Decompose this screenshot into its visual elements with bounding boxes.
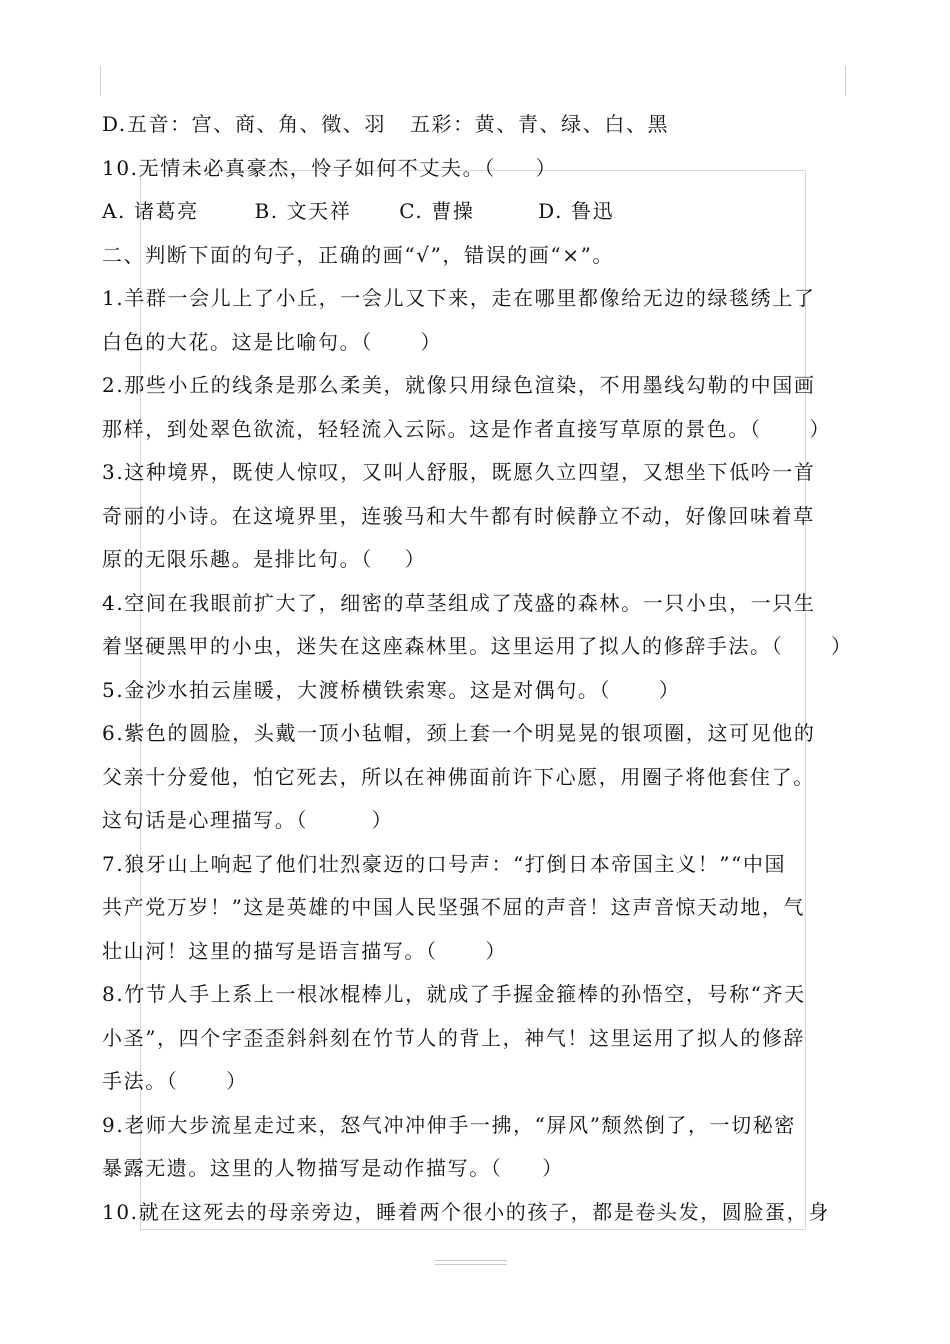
text-line: 白色的大花。这是比喻句。（ ） (102, 330, 443, 354)
text-line: 共产党万岁！”这是英雄的中国人民坚强不屈的声音！这声音惊天动地，气 (102, 895, 806, 919)
text-line: 这句话是心理描写。（ ） (102, 808, 394, 832)
text-line: 那样，到处翠色欲流，轻轻流入云际。这是作者直接写草原的景色。（ ） (102, 417, 831, 441)
text-line: 7.狼牙山上响起了他们壮烈豪迈的口号声：“打倒日本帝国主义！”“中国 (102, 852, 787, 876)
text-line: 小圣”，四个字歪歪斜斜刻在竹节人的背上，神气！这里运用了拟人的修辞 (102, 1026, 806, 1050)
text-line: 8.竹节人手上系上一根冰棍棒儿，就成了手握金箍棒的孙悟空，号称“齐天 (102, 982, 806, 1006)
text-line: 父亲十分爱他，怕它死去，所以在神佛面前许下心愿，用圈子将他套住了。 (102, 765, 815, 789)
page-footer-mark (435, 1260, 507, 1265)
text-line: 2.那些小丘的线条是那么柔美，就像只用绿色渲染，不用墨线勾勒的中国画 (102, 373, 816, 397)
text-line: 原的无限乐趣。是排比句。（ ） (102, 547, 427, 571)
text-line: 3.这种境界，既使人惊叹，又叫人舒服，既愿久立四望，又想坐下低吟一首 (102, 460, 816, 484)
text-line: 暴露无遗。这里的人物描写是动作描写。（ ） (102, 1156, 564, 1180)
text-line: 着坚硬黑甲的小虫，迷失在这座森林里。这里运用了拟人的修辞手法。（ ） (102, 634, 853, 658)
text-line: 6.紫色的圆脸，头戴一顶小毡帽，颈上套一个明晃晃的银项圈，这可见他的 (102, 721, 816, 745)
text-line: D.五音：宫、商、角、徵、羽 五彩：黄、青、绿、白、黑 (102, 112, 670, 136)
text-line: 壮山河！这里的描写是语言描写。（ ） (102, 939, 507, 963)
text-line: 5.金沙水拍云崖暖，大渡桥横铁索寒。这是对偶句。（ ） (102, 678, 681, 702)
text-line: 10.无情未必真豪杰，怜子如何不丈夫。（ ） (102, 156, 558, 180)
text-line: 1.羊群一会儿上了小丘，一会儿又下来，走在哪里都像给无边的绿毯绣上了 (102, 286, 816, 310)
text-line: 手法。（ ） (102, 1069, 248, 1093)
text-line: 9.老师大步流星走过来，怒气冲冲伸手一拂，“屏风”颓然倒了，一切秘密 (102, 1113, 796, 1137)
right-margin-line (845, 66, 846, 96)
text-line: 奇丽的小诗。在这境界里，连骏马和大牛都有时候静立不动，好像回味着草 (102, 504, 815, 528)
left-margin-line (100, 66, 101, 96)
text-line: 10.就在这死去的母亲旁边，睡着两个很小的孩子，都是卷头发，圆脸蛋，身 (102, 1200, 830, 1224)
text-line: 二、判断下面的句子，正确的画“√”，错误的画“×”。 (102, 243, 614, 267)
text-line: A. 诸葛亮 B. 文天祥 C. 曹操 D. 鲁迅 (102, 199, 615, 223)
text-line: 4.空间在我眼前扩大了，细密的草茎组成了茂盛的森林。一只小虫，一只生 (102, 591, 816, 615)
